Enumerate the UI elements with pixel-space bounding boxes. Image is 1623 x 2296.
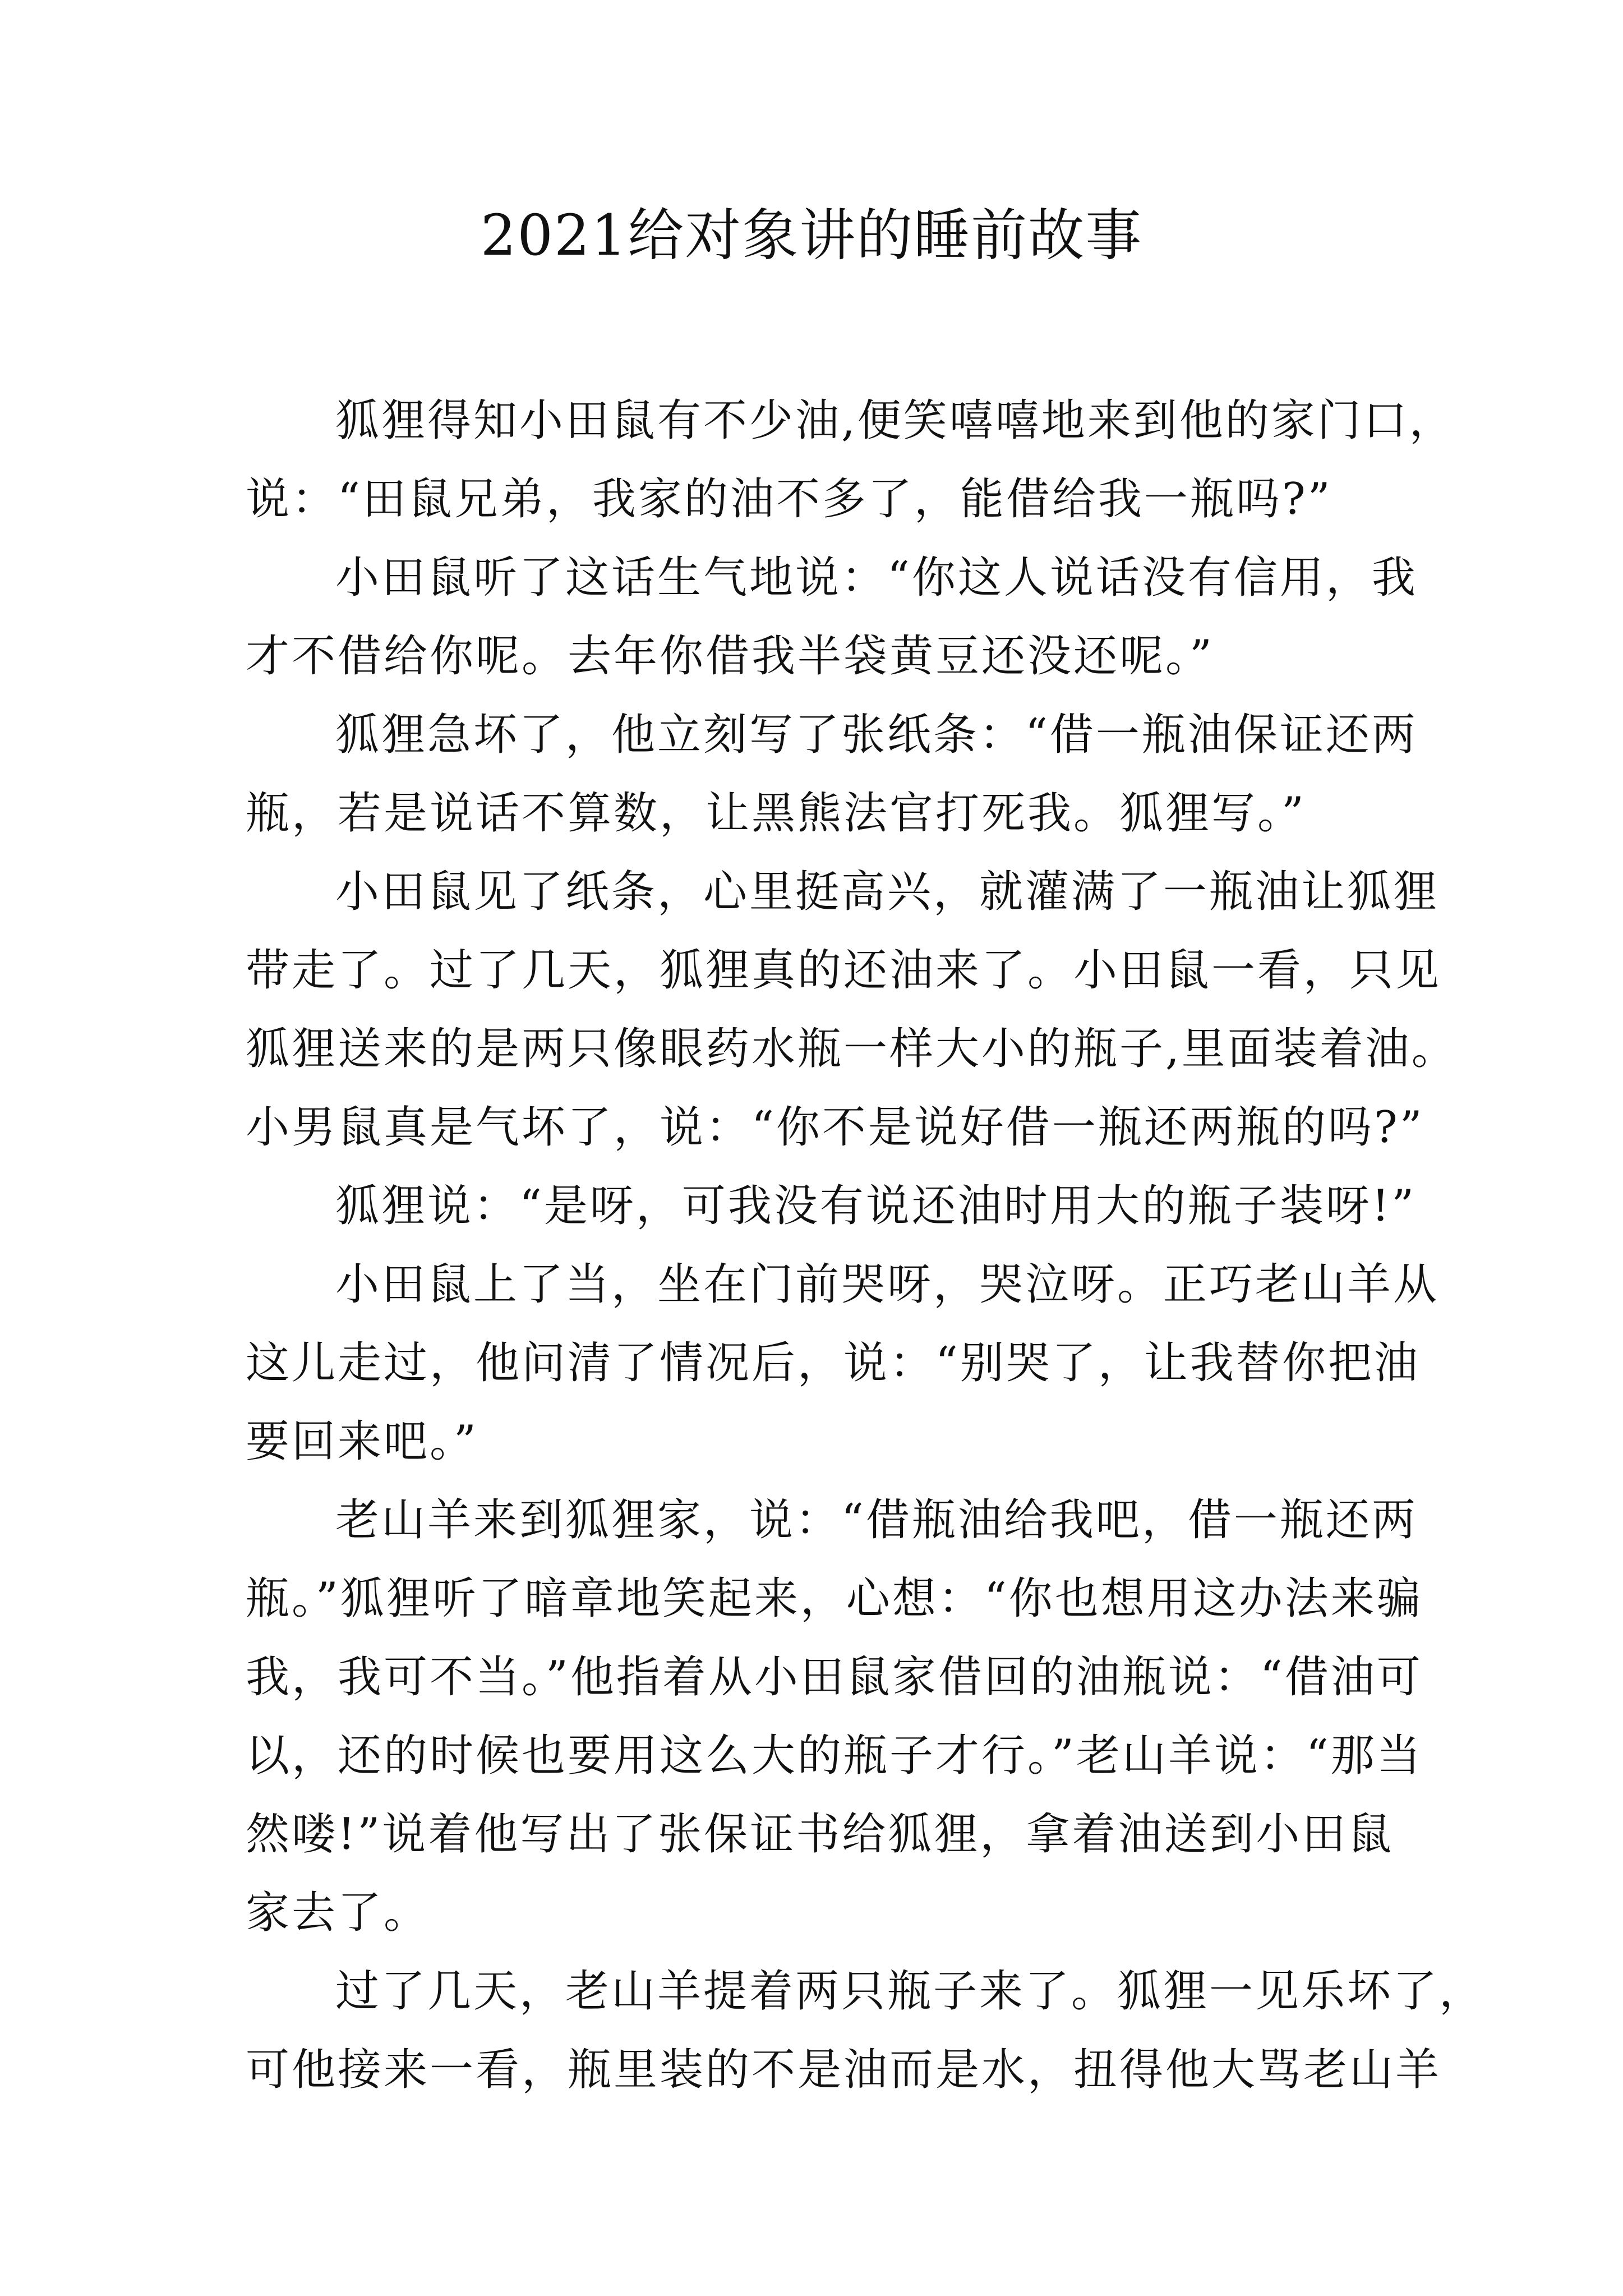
text-line: 然喽!”说着他写出了张保证书给狐狸，拿着油送到小田鼠 [246,1809,1394,1860]
text-line: 这儿走过，他问清了情况后，说：“别哭了，让我替你把油 [246,1338,1420,1388]
text-line: 带走了。过了几天，狐狸真的还油来了。小田鼠一看，只见 [246,945,1442,996]
text-line: 小田鼠听了这话生气地说：“你这人说话没有信用，我 [335,553,1418,603]
text-line: 才不借给你呢。去年你借我半袋黄豆还没还呢。” [246,631,1214,682]
text-line: 狐狸送来的是两只像眼药水瓶一样大小的瓶子,里面装着油。 [246,1024,1458,1074]
text-line: 小男鼠真是气坏了，说：“你不是说好借一瓶还两瓶的吗?” [246,1102,1424,1153]
text-line: 瓶。”狐狸听了暗章地笑起来，心想：“你也想用这办法来骗 [246,1573,1423,1624]
text-line: 可他接来一看，瓶里装的不是油而是水，扭得他大骂老山羊 [246,2045,1442,2095]
document-title: 2021给对象讲的睡前故事 [480,203,1143,268]
text-line: 老山羊来到狐狸家，说：“借瓶油给我吧，借一瓶还两 [335,1495,1418,1545]
text-line: 要回来吧。” [246,1416,478,1467]
text-line: 说：“田鼠兄弟，我家的油不多了，能借给我一瓶吗?” [246,474,1332,524]
text-line: 以，还的时候也要用这么大的瓶子才行。”老山羊说：“那当 [246,1731,1423,1781]
text-line: 小田鼠见了纸条，心里挺高兴，就灌满了一瓶油让狐狸 [335,867,1440,917]
text-line: 狐狸急坏了，他立刻写了张纸条：“借一瓶油保证还两 [335,710,1418,760]
text-line: 我，我可不当。”他指着从小田鼠家借回的油瓶说：“借油可 [246,1652,1423,1703]
text-line: 狐狸得知小田鼠有不少油,便笑嘻嘻地来到他的家门口， [335,395,1455,446]
text-line: 家去了。 [246,1888,430,1938]
text-line: 狐狸说：“是呀，可我没有说还油时用大的瓶子装呀!” [335,1181,1417,1231]
text-line: 过了几天，老山羊提着两只瓶子来了。狐狸一见乐坏了， [335,1966,1486,2017]
text-line: 瓶，若是说话不算数，让黑熊法官打死我。狐狸写。” [246,788,1306,839]
document-body [246,381,1486,2109]
text-line: 小田鼠上了当，坐在门前哭呀，哭泣呀。正巧老山羊从 [335,1259,1440,1310]
